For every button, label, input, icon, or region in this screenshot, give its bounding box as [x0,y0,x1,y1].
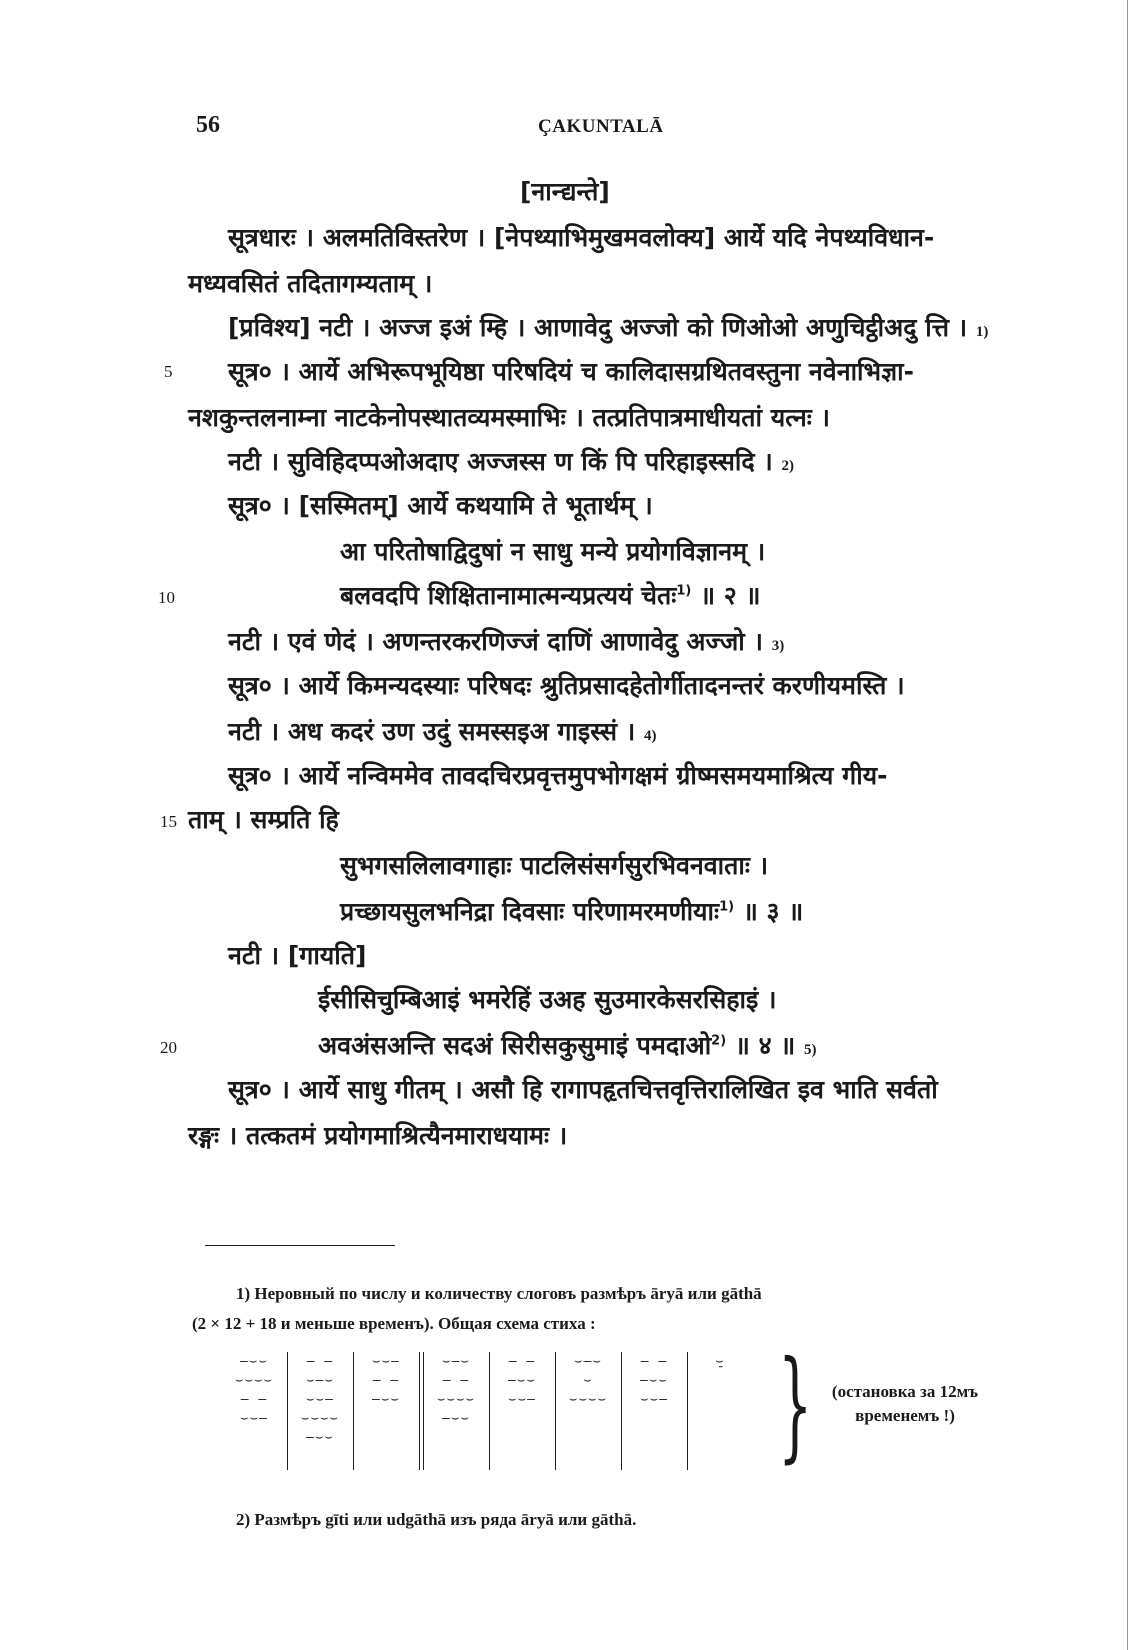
scheme-column-5: – – –⌣⌣ ⌣⌣– [508,1354,536,1407]
scheme-divider [621,1352,622,1470]
scheme-column-7: – – –⌣⌣ ⌣⌣– [640,1354,668,1407]
footnote-marker: 3) [771,638,785,654]
page-number: 56 [196,112,220,138]
text-line: सूत्र० । आर्ये अभिरूपभूयिष्ठा परिषदियं च कालिदासग्रथितवस्तुना नवेनाभिज्ञा- [228,357,914,386]
scheme-divider [489,1352,490,1470]
footnote-marker: 5) [803,1042,817,1058]
verse-number: ॥ २ ॥ [700,581,761,610]
verse-line: आ परितोषाद्विदुषां न साधु मन्ये प्रयोगविज्ञानम् । [340,537,766,566]
footnote-marker: 2) [781,458,794,474]
footnote-marker: 1) [975,324,989,340]
stage-direction: [नान्द्यन्ते] [520,177,610,206]
verse-number: ॥ ४ ॥ [734,1031,796,1060]
verse-line: बलवदपि शिक्षितानामात्मन्यप्रत्ययं चेतः$^{1)}$ ॥ २ ॥ [340,581,761,610]
scheme-divider [287,1352,288,1470]
verse-line: ईसीसिचुम्बिआइं भमरेहिं उअह सुउमारकेसरसिहाइं । [318,985,777,1014]
right-brace: } [778,1336,813,1475]
text-line: सूत्र० । आर्ये किमन्यदस्याः परिषदः श्रुतिप्रसादहेतोर्गीतादनन्तरं करणीयमस्ति । [228,671,905,700]
text-line: सूत्र० । आर्ये साधु गीतम् । असौ हि रागापहृतचित्तवृत्तिरालिखित इव भाति सर्वतो [228,1075,938,1104]
text-line: ताम् । सम्प्रति हि [188,805,339,834]
text-line: सूत्र० । [सस्मितम्] आर्ये कथयामि ते भूतार्थम् । [228,491,653,520]
text-line: सूत्रधारः । अलमतिविस्तरेण । [नेपथ्याभिमुखमवलोक्य] आर्ये यदि नेपथ्यविधान- [228,223,935,252]
line-number: 15 [160,812,177,831]
text-line: नटी । [गायति] [228,941,367,970]
footnote-rule [205,1245,395,1246]
text-line: नटी । सुविहिदप्पओअदाए अज्जस्स ण किं पि परिहाइस्सदि । 2) [228,447,794,476]
text-line: नटी । एवं णेदं । अणन्तरकरणिज्जं दाणिं आणावेदु अज्जो । 3) [228,627,785,656]
footnote-2: 2) Размѣръ gīti или udgāthā изъ ряда āryā или gāthā. [236,1510,637,1529]
verse-line: सुभगसलिलावगाहाः पाटलिसंसर्गसुरभिवनवाताः । [340,851,769,880]
footnote-marker: 1) [719,899,735,915]
footnote-marker: 2) [711,1033,727,1049]
footnote-1-cont: (2 × 12 + 18 и меньше временъ). Общая схема стиха : [192,1314,596,1333]
scheme-column-8: ⌣̱ [715,1354,725,1369]
scheme-divider [687,1352,688,1470]
text-line: [प्रविश्य] नटी । अज्ज इअं म्हि । आणावेदु अज्जो को णिओओ अणुचिट्ठीअदु त्ति । 1) [228,313,989,342]
footnote-marker: 4) [643,728,657,744]
scheme-column-3: ⌣⌣– – – –⌣⌣ [372,1354,400,1407]
line-number: 10 [158,588,175,607]
text-line: नशकुन्तलनाम्ना नाटकेनोपस्थातव्यमस्माभिः । तत्प्रतिपात्रमाधीयतां यत्नः । [188,403,830,432]
footnote-1: 1) Неровный по числу и количеству слоговъ размѣръ āryā или gāthā [236,1284,762,1303]
text-line: सूत्र० । आर्ये नन्विममेव तावदचिरप्रवृत्तमुपभोगक्षमं ग्रीष्मसमयमाश्रित्य गीय- [228,761,888,790]
scheme-divider [419,1352,420,1470]
scheme-column-6: ⌣–⌣ ⌣ ⌣⌣⌣⌣ [568,1354,608,1407]
scheme-column-4: ⌣–⌣ – – ⌣⌣⌣⌣ –⌣⌣ [436,1354,476,1426]
page-edge-line [1127,0,1128,1650]
scheme-column-1: –⌣⌣ ⌣⌣⌣⌣ – – ⌣⌣– [234,1354,274,1426]
footnote-marker: 1) [676,583,692,599]
scheme-divider [353,1352,354,1470]
verse-number: ॥ ३ ॥ [742,897,804,926]
pause-note: (остановка за 12мъ временемъ !) [831,1382,979,1425]
running-title: ÇAKUNTALĀ [538,116,664,137]
verse-line: प्रच्छायसुलभनिद्रा दिवसाः परिणामरमणीयाः$^{1)}$ ॥ ३ ॥ [340,897,804,926]
line-number: 20 [160,1038,177,1057]
metre-scheme [225,1352,785,1492]
scheme-divider-double [423,1352,424,1470]
text-line: रङ्गः । तत्कतमं प्रयोगमाश्रित्यैनमाराधयामः । [188,1121,568,1150]
line-number: 5 [164,362,173,381]
scheme-divider [555,1352,556,1470]
verse-line: अवअंसअन्ति सदअं सिरीसकुसुमाइं पमदाओ$^{2)}$ ॥ ४ ॥ 5) [318,1031,817,1060]
text-line: मध्यवसितं तदितागम्यताम् । [188,269,433,298]
scheme-column-2: – – ⌣–⌣ ⌣⌣– ⌣⌣⌣⌣ –⌣⌣ [300,1354,340,1445]
text-line: नटी । अध कदरं उण उदुं समस्सइअ गाइस्सं । 4) [228,717,657,746]
